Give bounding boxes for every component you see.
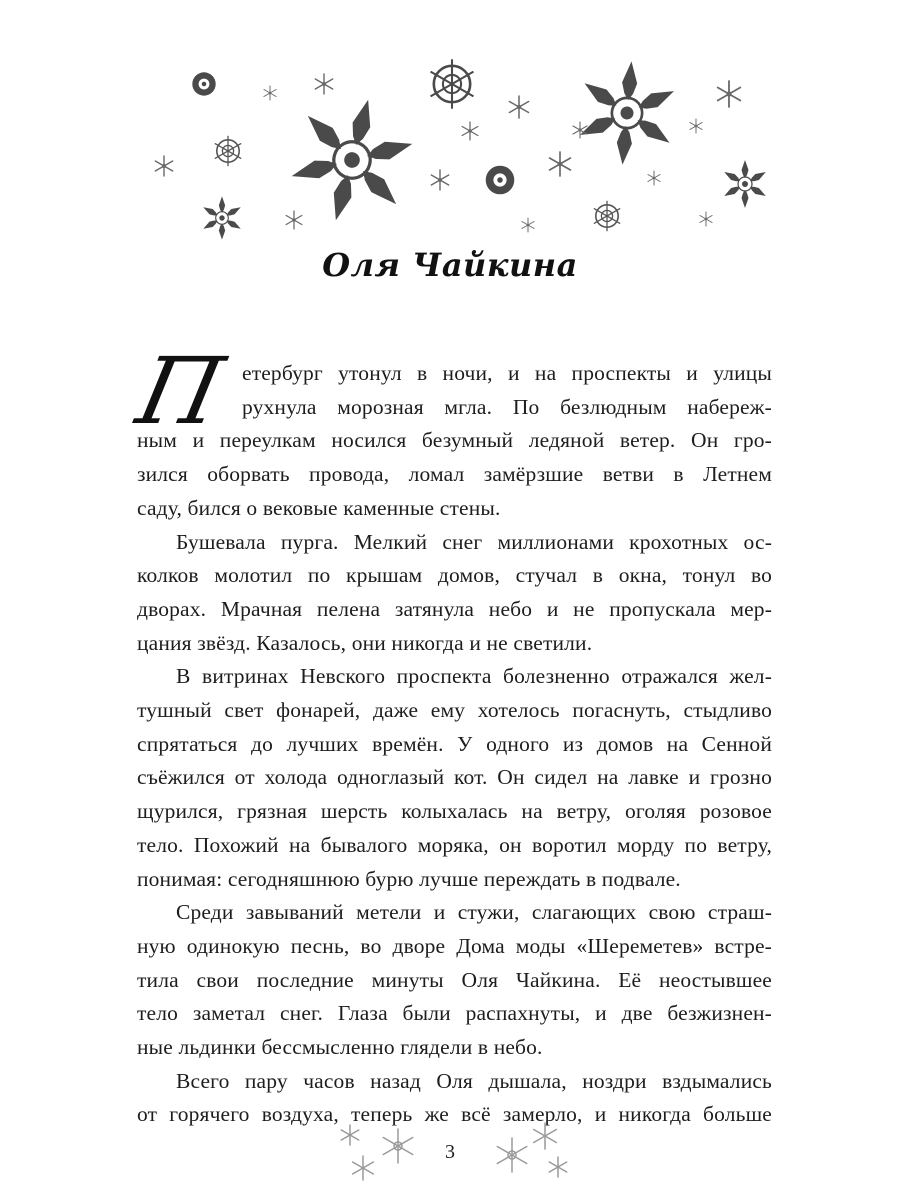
text-line: ные льдинки бессмысленно глядели в небо. xyxy=(137,1035,543,1059)
snowflake-lace-icon xyxy=(215,136,241,166)
text-line: ным и переулкам носился безумный ледяной ветер. Он гро- xyxy=(137,428,772,453)
snowflake-large-left-icon xyxy=(279,85,424,236)
drop-cap: П xyxy=(128,338,232,445)
snowflake-ball-icon xyxy=(486,166,515,195)
text-line: Бушевала пурга. Мелкий снег миллионами крохотных ос- xyxy=(176,529,772,554)
text-line: колков молотил по крышам домов, стучал в окна, тонул во xyxy=(137,563,772,588)
text-line: В витринах Невского проспекта болезненно отражался жел- xyxy=(176,664,772,689)
text-line: етербург утонул в ночи, и на проспекты и улицы xyxy=(242,361,772,385)
snowflake-medium-left-icon xyxy=(202,196,243,239)
chapter-title: Оля Чайкина xyxy=(322,246,578,284)
text-line: Всего пару часов назад Оля дышала, ноздри вздымались xyxy=(176,1068,772,1093)
text-line: ную одинокую песнь, во дворе Дома моды «Шереметев» встре- xyxy=(137,933,772,958)
text-line: щурился, грязная шерсть колыхалась на ветру, оголяя розовое xyxy=(137,799,772,824)
snowflake-lace-top-icon xyxy=(431,59,474,108)
text-line: дворах. Мрачная пелена затянула небо и не пропускала мер- xyxy=(137,596,772,621)
text-line: цания звёзд. Казалось, они никогда и не светили. xyxy=(137,630,593,655)
text-line: тело. Похожий на бывалого моряка, он воротил морду по ветру, xyxy=(137,832,772,857)
snowflake-large-right-icon xyxy=(574,57,680,169)
snowflake-header-ornament xyxy=(0,0,900,240)
text-line: рухнула морозная мгла. По безлюдным набереж- xyxy=(242,394,772,419)
text-line: от горячего воздуха, теперь же всё замерло, и никогда больше xyxy=(137,1102,772,1127)
text-line: саду, бился о вековые каменные стены. xyxy=(137,495,501,520)
text-line: спрятаться до лучших времён. У одного из домов на Сенной xyxy=(137,731,772,756)
snowflake-medium-right-icon xyxy=(722,160,767,208)
snowflake-lace-icon xyxy=(594,201,620,231)
text-line: съёжился от холода одноглазый кот. Он сидел на лавке и грозно xyxy=(137,765,772,790)
page-number: 3 xyxy=(445,1141,455,1163)
text-line: тушный свет фонарей, даже ему хотелось погаснуть, стыдливо xyxy=(137,698,772,722)
snowflake-ball-icon xyxy=(192,72,215,95)
text-line: тила свои последние минуты Оля Чайкина. Её неостывшее xyxy=(137,967,772,992)
text-line: зился оборвать провода, ломал замёрзшие ветви в Летнем xyxy=(137,462,772,487)
text-line: Среди завываний метели и стужи, слагающих свою страш- xyxy=(176,900,772,925)
text-line: понимая: сегодняшнюю бурю лучше переждать в подвале. xyxy=(137,866,681,891)
text-line: тело заметал снег. Глаза были распахнуты, и две безжизнен- xyxy=(137,1001,772,1026)
